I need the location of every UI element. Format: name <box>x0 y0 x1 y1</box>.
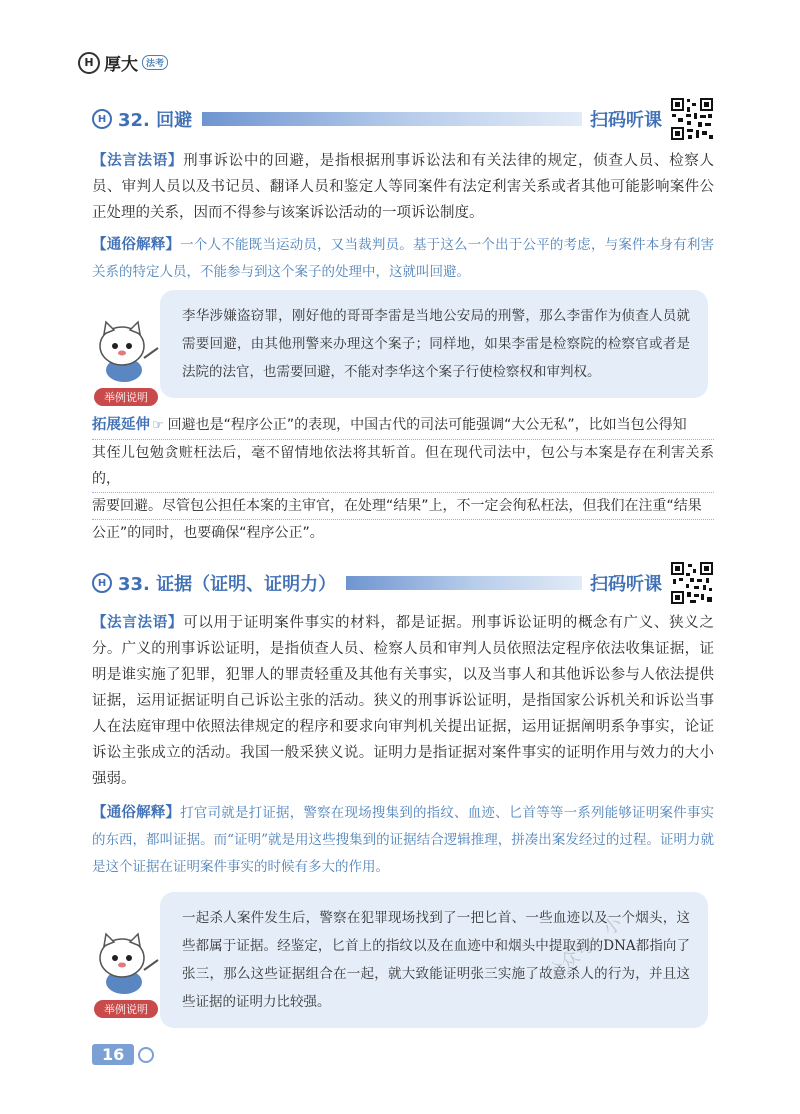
section-32-expand <box>92 412 714 546</box>
law-tag: 【法言法语】 <box>92 153 184 169</box>
section-32-law-paragraph <box>92 148 714 226</box>
watermark: 公众号：小 <box>542 912 627 985</box>
example-mascot <box>90 930 162 1018</box>
law-text: 可以用于证明案件事实的材料，都是证据。刑事诉讼证明的概念有广义、狭义之分。广义的刑事诉讼证明，是指侦查人员、检察人员和审判人员依照法定程序依法收集证据，证明是谁实施了犯罪，犯罪人的罪责轻重及其他有关事实，以及当事人和其他诉讼参与人依法提供证据，运用证据证明自己诉讼主张的活动。狭义的刑事诉讼证明，是指国家公诉机关和诉讼当事人在法庭审理中依照法律规定的程序和要求向审判机关提出证据，运用证据阐明系争事实，论证诉讼主张成立的活动。我国一般采狭义说。证明力是指证据对案件事实的证明作用与效力的大小强弱。 <box>92 615 714 787</box>
cat-mascot-icon <box>90 318 162 384</box>
example-label: 举例说明 <box>94 388 158 406</box>
section-33-example-box <box>160 892 708 1028</box>
example-text: 一起杀人案件发生后，警察在犯罪现场找到了一把匕首、一些血迹以及一个烟头，这些都属于证据。经鉴定，匕首上的指纹以及在血迹中和烟头中提取到的DNA都指向了张三，那么这些证据组合在一起，就大致能证明张三实施了故意杀人的行为，并且这些证据的证明力比较强。 <box>182 910 690 1010</box>
example-text: 李华涉嫌盗窃罪，刚好他的哥哥李雷是当地公安局的刑警，那么李雷作为侦查人员就需要回避，由其他刑警来办理这个案子；同样地，如果李雷是检察院的检察官或者是法院的法官，也需要回避，不能对李华这个案子行使检察权和审判权。 <box>182 308 690 380</box>
law-tag: 【法言法语】 <box>92 615 184 631</box>
brand-name: 厚大 <box>104 55 138 75</box>
scan-to-listen-label: 扫码听课 <box>590 110 662 131</box>
section-logo-icon: H <box>92 573 112 593</box>
expand-line: 其侄儿包勉贪赃枉法后，毫不留情地依法将其斩首。但在现代司法中，包公与本案是存在利害关系的， <box>92 440 714 493</box>
scan-to-listen-label: 扫码听课 <box>590 574 662 595</box>
section-32-popular-paragraph <box>92 232 714 286</box>
section-33-law-paragraph <box>92 610 714 792</box>
expand-line: 需要回避。尽管包公担任本案的主审官，在处理“结果”上，不一定会徇私枉法，但我们在注重“结果 <box>92 493 714 520</box>
expand-line: 拓展延伸 ☞ 回避也是“程序公正”的表现，中国古代的司法可能强调“大公无私”，比如当包公得知 <box>92 412 714 440</box>
section-32-example-box <box>160 290 708 398</box>
section-32-title: 32. 回避 <box>118 110 193 131</box>
popular-tag: 【通俗解释】 <box>92 805 181 821</box>
section-divider-bar <box>202 112 582 126</box>
qr-code-icon[interactable] <box>670 561 714 605</box>
cat-mascot-icon <box>90 930 162 996</box>
popular-text: 一个人不能既当运动员，又当裁判员。基于这么一个出于公平的考虑，与案件本身有利害关系的特定人员，不能参与到这个案子的处理中，这就叫回避。 <box>92 237 715 280</box>
section-logo-icon: H <box>92 109 112 129</box>
section-32-header <box>92 104 714 134</box>
section-33-header <box>92 568 714 598</box>
pointing-hand-icon: ☞ <box>152 418 164 433</box>
expand-line: 公正”的同时，也要确保“程序公正”。 <box>92 525 324 541</box>
circle-decoration-icon <box>138 1047 154 1063</box>
section-33-popular-paragraph <box>92 800 714 881</box>
popular-tag: 【通俗解释】 <box>92 237 181 253</box>
popular-text: 打官司就是打证据，警察在现场搜集到的指纹、血迹、匕首等等一系列能够证明案件事实的东西，都叫证据。而“证明”就是用这些搜集到的证据结合逻辑推理，拼凑出案发经过的过程。证明力就是这个证据在证明案件事实的时候有多大的作用。 <box>92 805 715 875</box>
example-label: 举例说明 <box>94 1000 158 1018</box>
law-text: 刑事诉讼中的回避，是指根据刑事诉讼法和有关法律的规定，侦查人员、检察人员、审判人员以及书记员、翻译人员和鉴定人等同案件有法定利害关系或者其他可能影响案件公正处理的关系，因而不得参与该案诉讼活动的一项诉讼制度。 <box>92 153 714 221</box>
brand-mark-icon: H <box>78 52 100 74</box>
section-divider-bar <box>346 576 582 590</box>
brand-sub: 法考 <box>142 55 168 70</box>
page-number <box>92 1044 154 1065</box>
qr-code-icon[interactable] <box>670 97 714 141</box>
expand-tag: 拓展延伸 <box>92 417 150 433</box>
page-number-value: 16 <box>92 1044 134 1065</box>
example-mascot <box>90 318 162 406</box>
section-33-title: 33. 证据（证明、证明力） <box>118 574 337 595</box>
brand-logo <box>78 50 168 75</box>
